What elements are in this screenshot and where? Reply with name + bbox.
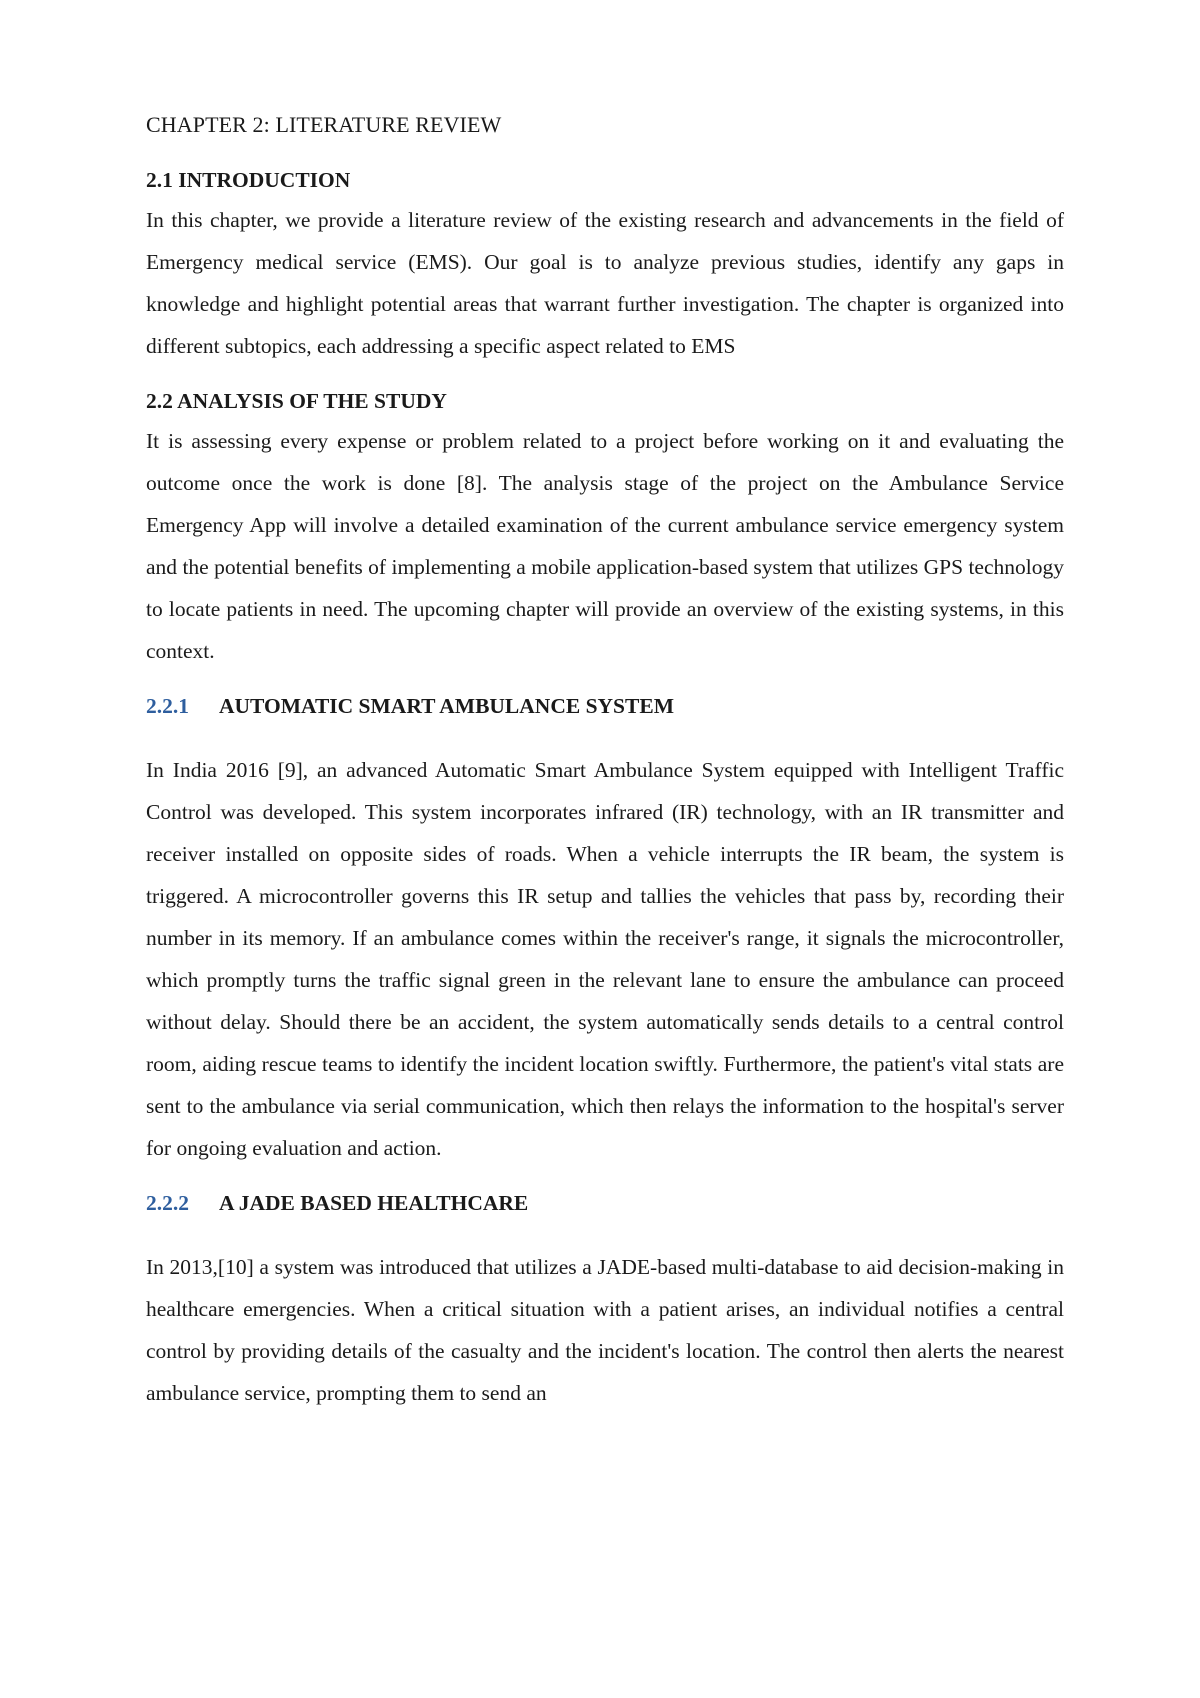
subsection-heading-smart-ambulance: [146, 694, 1064, 719]
subsection-title: AUTOMATIC SMART AMBULANCE SYSTEM: [219, 694, 674, 718]
smart-ambulance-paragraph: In India 2016 [9], an advanced Automatic Smart Ambulance System equipped with Intelligent Traffic Control was developed. This system incorporates infrared (IR) technology, with an IR transmitter and receiver installed on opposite sides of roads. When a vehicle interrupts the IR beam, the system is triggered. A microcontroller governs this IR setup and tallies the vehicles that pass by, recording their number in its memory. If an ambulance comes within the receiver's range, it signals the microcontroller, which promptly turns the traffic signal green in the relevant lane to ensure the ambulance can proceed without delay. Should there be an accident, the system automatically sends details to a central control room, aiding rescue teams to identify the incident location swiftly. Furthermore, the patient's vital stats are sent to the ambulance via serial communication, which then relays the information to the hospital's server for ongoing evaluation and action.: [146, 758, 1064, 1160]
section-heading-introduction: 2.1 INTRODUCTION: [146, 168, 351, 192]
section-heading-analysis: 2.2 ANALYSIS OF THE STUDY: [146, 389, 447, 413]
subsection-title: A JADE BASED HEALTHCARE: [219, 1191, 529, 1215]
introduction-paragraph: In this chapter, we provide a literature review of the existing research and advancements in the field of Emergency medical service (EMS). Our goal is to analyze previous studies, identify any gaps in knowledge and highlight potential areas that warrant further investigation. The chapter is organized into different subtopics, each addressing a specific aspect related to EMS: [146, 208, 1064, 358]
jade-paragraph: In 2013,[10] a system was introduced that utilizes a JADE-based multi-database to aid decision-making in healthcare emergencies. When a critical situation with a patient arises, an individual notifies a central control by providing details of the casualty and the incident's location. The control then alerts the nearest ambulance service, prompting them to send an: [146, 1255, 1064, 1405]
subsection-number: 2.2.1: [146, 694, 189, 718]
document-page: [146, 112, 1064, 1436]
chapter-title: CHAPTER 2: LITERATURE REVIEW: [146, 112, 502, 137]
subsection-number: 2.2.2: [146, 1191, 189, 1215]
subsection-heading-jade: [146, 1191, 1064, 1216]
analysis-paragraph: It is assessing every expense or problem related to a project before working on it and evaluating the outcome once the work is done [8]. The analysis stage of the project on the Ambulance Service Emergency App will involve a detailed examination of the current ambulance service emergency system and the potential benefits of implementing a mobile application-based system that utilizes GPS technology to locate patients in need. The upcoming chapter will provide an overview of the existing systems, in this context.: [146, 429, 1064, 663]
